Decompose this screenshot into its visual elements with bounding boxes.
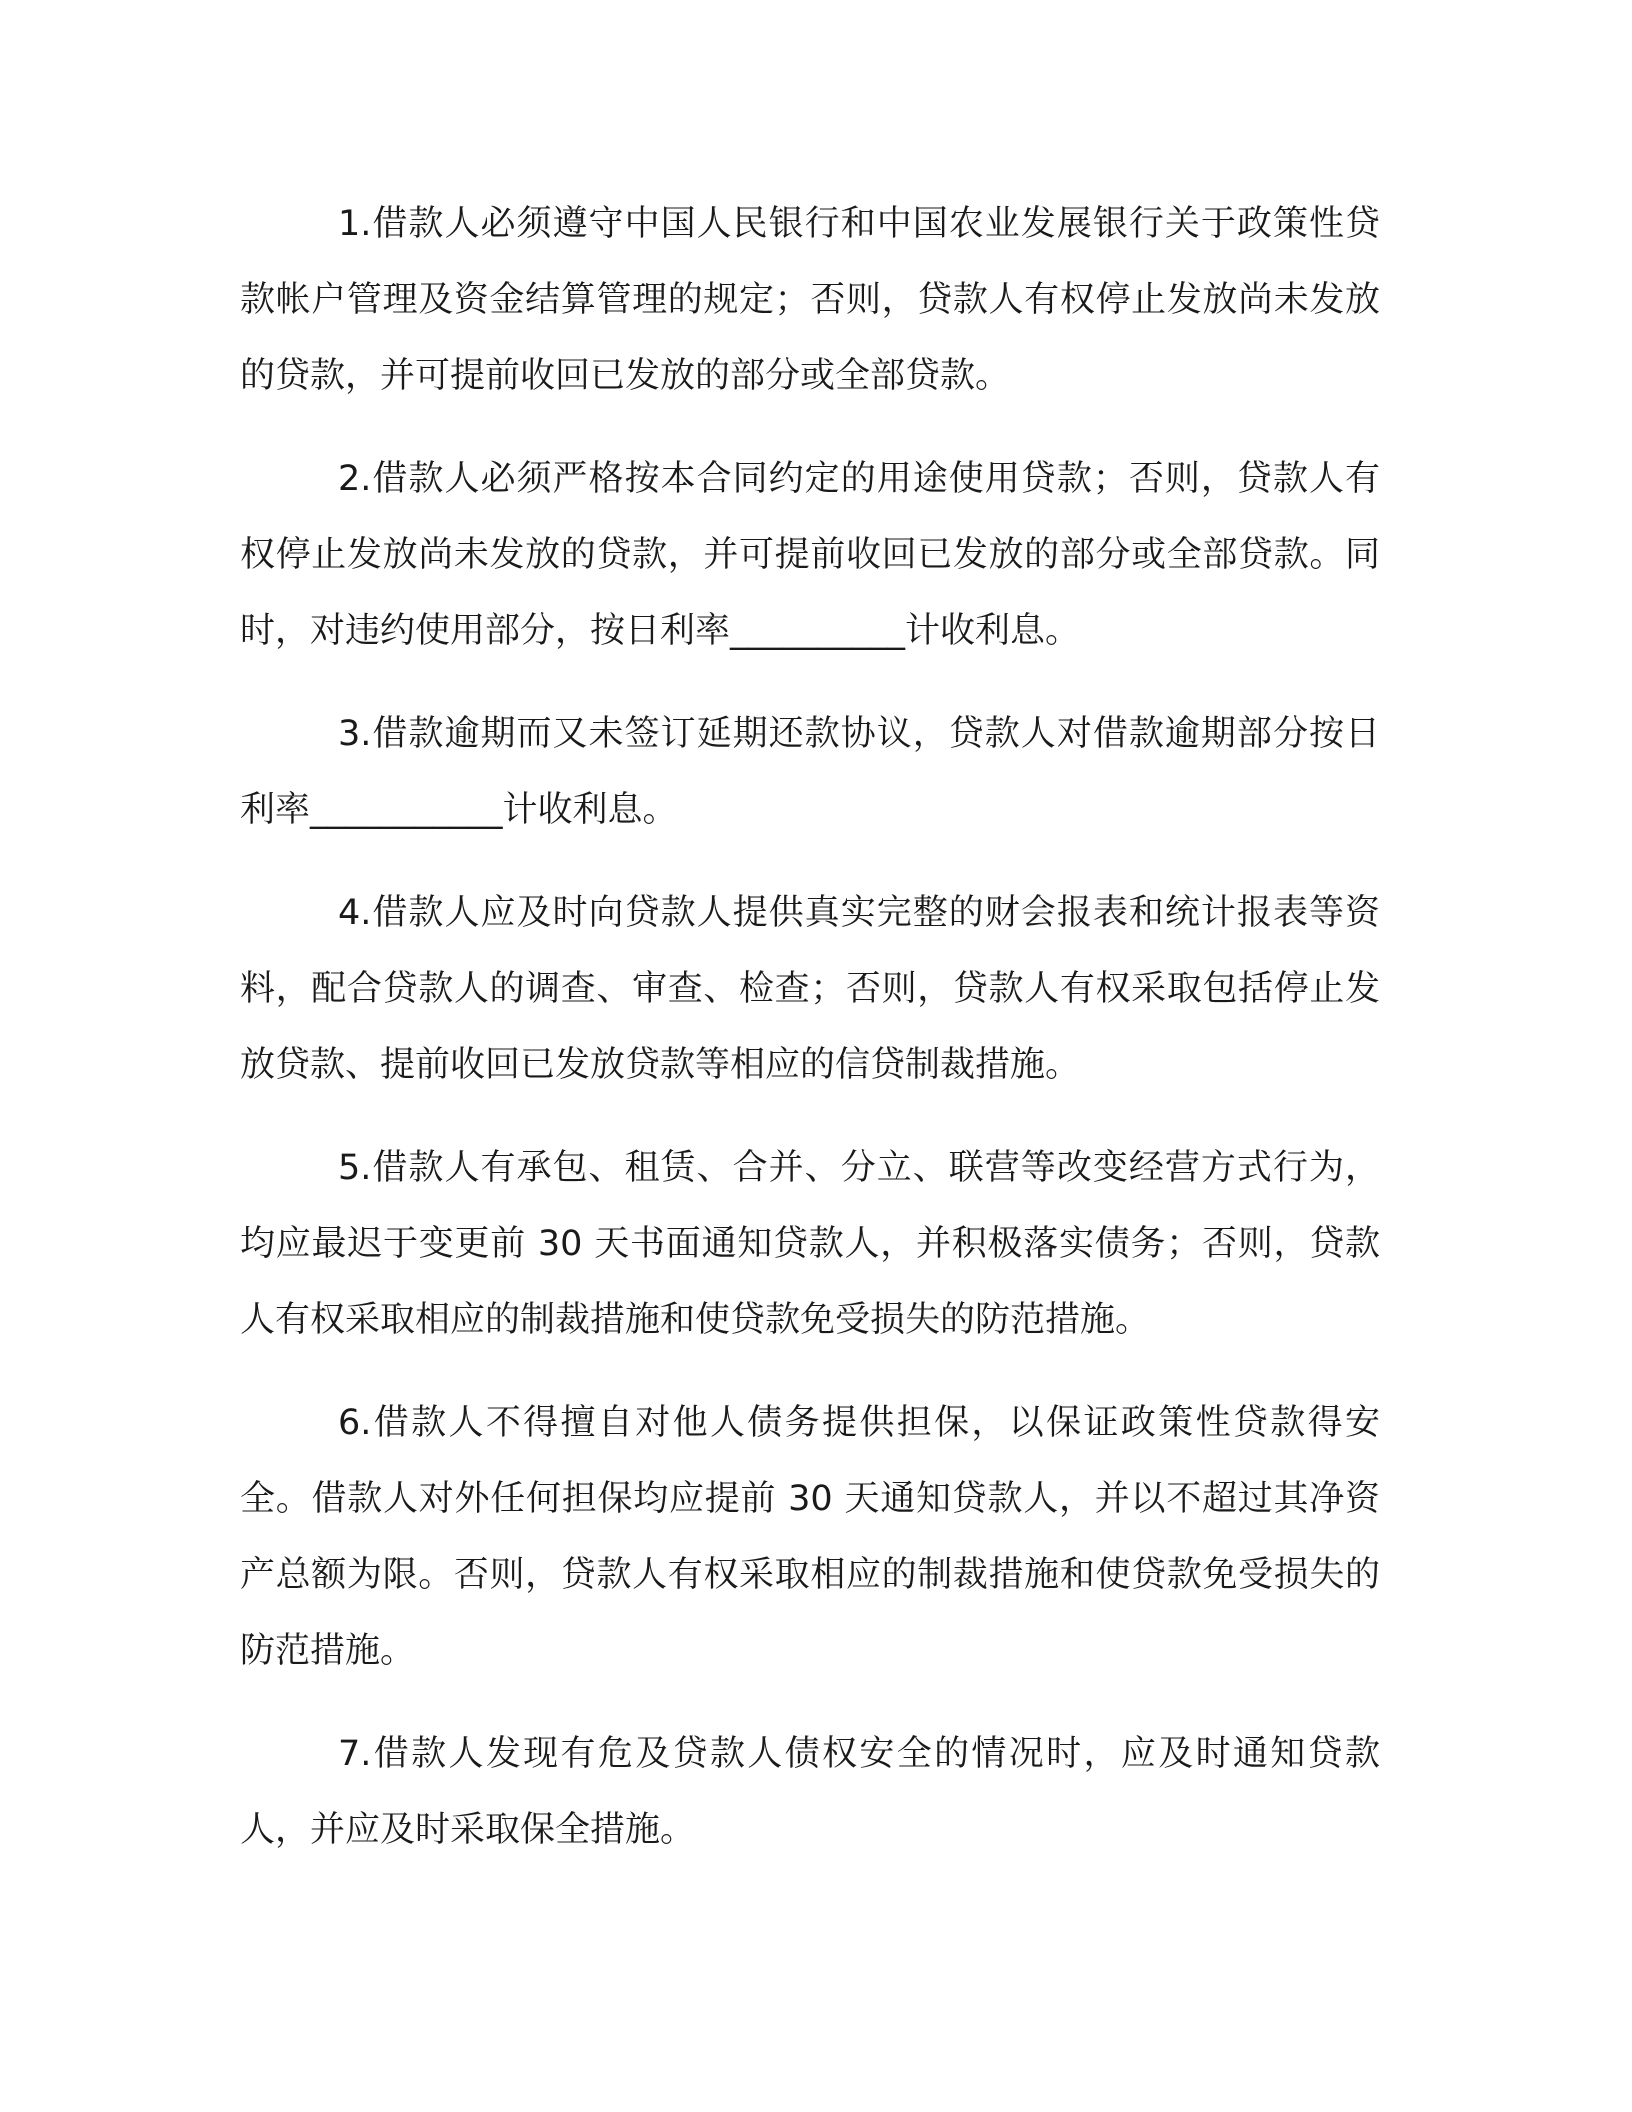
clause-6: 6.借款人不得擅自对他人债务提供担保，以保证政策性贷款得安全。借款人对外任何担保均应提前 30 天通知贷款人，并以不超过其净资产总额为限。否则，贷款人有权采取相应的制裁措施和使贷款免受损失的防范措施。 bbox=[240, 1403, 1380, 1671]
clause-3: 3.借款逾期而又未签订延期还款协议，贷款人对借款逾期部分按日利率___________计收利息。 bbox=[240, 714, 1380, 830]
document-body bbox=[240, 186, 1380, 1895]
clause-4: 4.借款人应及时向贷款人提供真实完整的财会报表和统计报表等资料，配合贷款人的调查、审查、检查；否则，贷款人有权采取包括停止发放贷款、提前收回已发放贷款等相应的信贷制裁措施。 bbox=[240, 893, 1380, 1085]
clause-1: 1.借款人必须遵守中国人民银行和中国农业发展银行关于政策性贷款帐户管理及资金结算管理的规定；否则，贷款人有权停止发放尚未发放的贷款，并可提前收回已发放的部分或全部贷款。 bbox=[240, 204, 1380, 396]
clause-2: 2.借款人必须严格按本合同约定的用途使用贷款；否则，贷款人有权停止发放尚未发放的贷款，并可提前收回已发放的部分或全部贷款。同时，对违约使用部分，按日利率__________计收利息。 bbox=[240, 459, 1380, 651]
clause-7: 7.借款人发现有危及贷款人债权安全的情况时，应及时通知贷款人，并应及时采取保全措施。 bbox=[240, 1734, 1380, 1850]
clause-5: 5.借款人有承包、租赁、合并、分立、联营等改变经营方式行为，均应最迟于变更前 30 天书面通知贷款人，并积极落实债务；否则，贷款人有权采取相应的制裁措施和使贷款免受损失的防范措施。 bbox=[240, 1148, 1380, 1340]
